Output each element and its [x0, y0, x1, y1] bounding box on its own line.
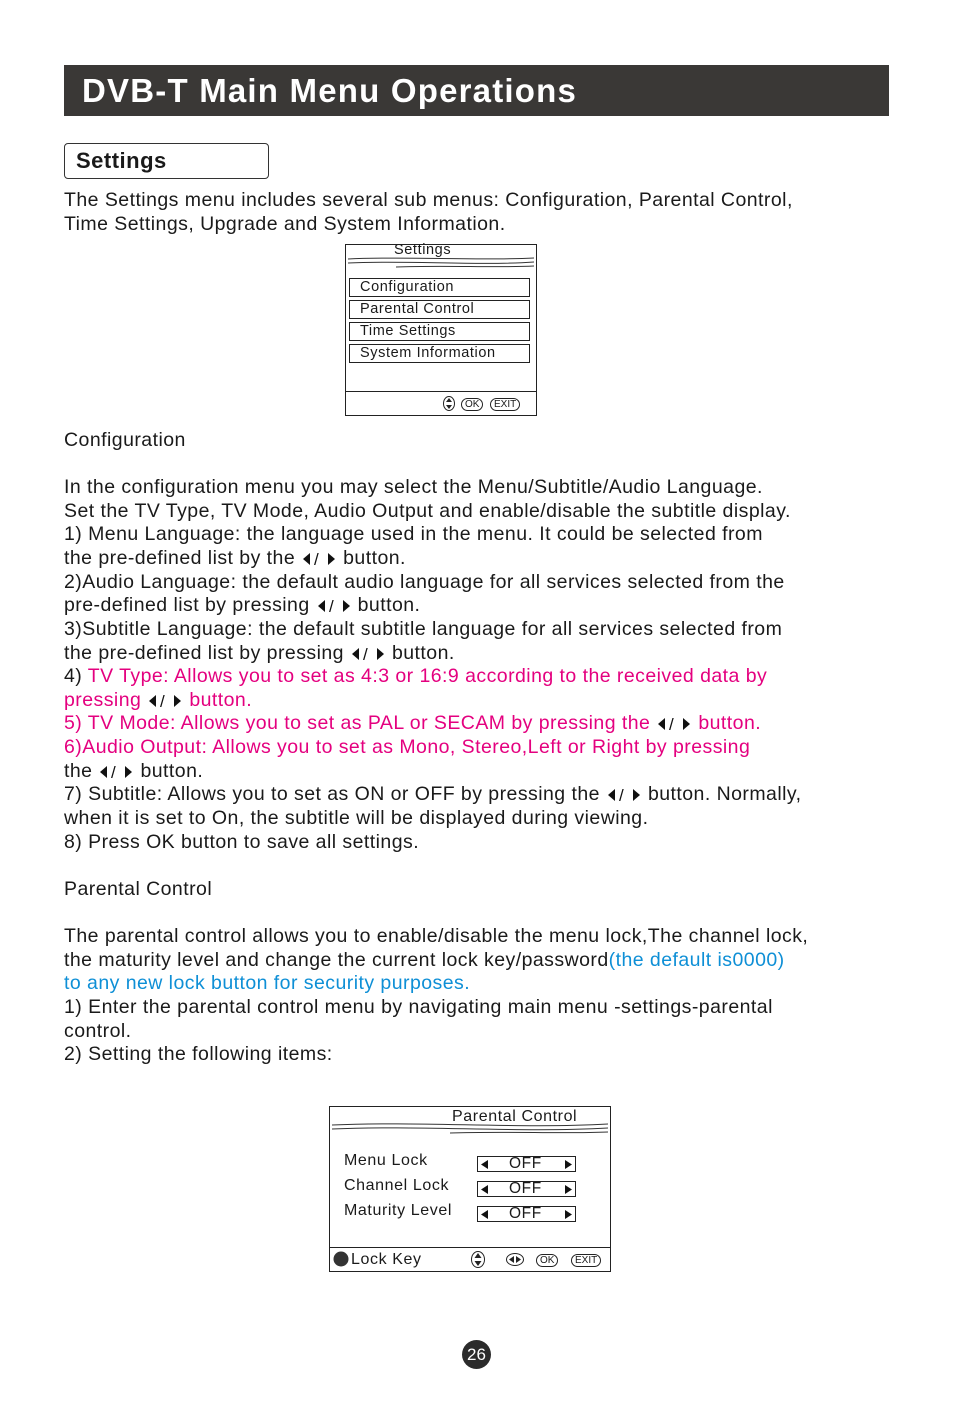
svg-text:/: /	[618, 787, 625, 803]
config-item-8: 8) Press OK button to save all settings.	[64, 831, 420, 853]
svg-text:/: /	[160, 693, 166, 709]
lock-key-label: Lock Key	[351, 1251, 422, 1268]
lock-key-dot-icon	[333, 1251, 349, 1267]
config-item-2-line-2: pre-defined list by pressing / button.	[64, 594, 421, 616]
settings-menu-item-configuration: Configuration	[349, 278, 530, 297]
menu-header-wave	[330, 1121, 610, 1135]
config-item-4-line-2: pressing / button.	[64, 689, 253, 711]
parental-control-menu-illustration	[329, 1106, 611, 1272]
config-item-6-line-2: the / button.	[64, 760, 204, 782]
right-arrow-icon	[565, 1185, 572, 1194]
up-down-icon	[471, 1251, 485, 1268]
config-item-1-line-1: 1) Menu Language: the language used in the menu. It could be selected from	[64, 523, 763, 545]
left-right-arrow-icon	[147, 693, 183, 709]
config-item-7-line-2: when it is set to On, the subtitle will be displayed during viewing.	[64, 807, 649, 829]
svg-text:/: /	[669, 716, 675, 732]
svg-text:/: /	[362, 646, 369, 662]
settings-menu-item-parental-control: Parental Control	[349, 300, 530, 319]
config-item-3-line-2: the pre-defined list by pressing / button.	[64, 642, 455, 664]
exit-icon: EXIT	[490, 398, 520, 411]
maturity-level-selector: OFF	[477, 1206, 576, 1222]
left-arrow-icon	[481, 1185, 488, 1194]
left-right-arrow-icon	[606, 787, 642, 803]
intro-line-1: The Settings menu includes several sub menus: Configuration, Parental Control,	[64, 189, 793, 211]
svg-text:/: /	[314, 551, 320, 567]
page-number: 26	[462, 1340, 491, 1369]
left-right-arrow-icon	[656, 716, 692, 732]
left-right-arrow-icon	[301, 551, 337, 567]
section-title: Settings	[76, 148, 167, 173]
maturity-level-label: Maturity Level	[344, 1202, 452, 1219]
svg-text:/: /	[111, 764, 117, 780]
config-item-5: 5) TV Mode: Allows you to set as PAL or SECAM by pressing the / button.	[64, 712, 762, 734]
right-arrow-icon	[565, 1210, 572, 1219]
channel-lock-label: Channel Lock	[344, 1177, 450, 1194]
parental-step-2: 2) Setting the following items:	[64, 1043, 333, 1065]
settings-menu-item-system-information: System Information	[349, 344, 530, 363]
intro-line-2: Time Settings, Upgrade and System Information.	[64, 213, 506, 235]
parental-step-1-line-2: control.	[64, 1020, 132, 1042]
settings-menu-title: Settings	[394, 242, 452, 258]
left-right-arrow-icon	[98, 764, 134, 780]
settings-menu-illustration	[345, 244, 537, 416]
left-right-icon	[506, 1253, 524, 1266]
channel-lock-selector: OFF	[477, 1181, 576, 1197]
svg-text:/: /	[328, 598, 334, 614]
config-item-3-line-1: 3)Subtitle Language: the default subtitle language for all services selected from	[64, 618, 783, 640]
parental-para-1: The parental control allows you to enable/disable the menu lock,The channel lock,	[64, 925, 809, 947]
settings-menu-item-time-settings: Time Settings	[349, 322, 530, 341]
ok-icon: OK	[536, 1254, 558, 1267]
menu-header-wave	[346, 256, 536, 270]
parental-para-3: to any new lock button for security purposes.	[64, 972, 471, 994]
parental-heading: Parental Control	[64, 878, 213, 900]
config-item-7-line-1: 7) Subtitle: Allows you to set as ON or OFF by pressing the / button. Normally,	[64, 783, 802, 805]
config-item-6-line-1: 6)Audio Output: Allows you to set as Mono, Stereo,Left or Right by pressing	[64, 736, 751, 758]
parental-step-1-line-1: 1) Enter the parental control menu by navigating main menu -settings-parental	[64, 996, 773, 1018]
left-arrow-icon	[481, 1210, 488, 1219]
section-heading-box	[64, 143, 269, 179]
config-item-2-line-1: 2)Audio Language: the default audio language for all services selected from the	[64, 571, 785, 593]
exit-icon: EXIT	[571, 1254, 601, 1267]
left-right-arrow-icon	[316, 598, 352, 614]
menu-lock-selector: OFF	[477, 1156, 576, 1172]
up-down-icon	[443, 396, 455, 411]
config-para-2: Set the TV Type, TV Mode, Audio Output and enable/disable the subtitle display.	[64, 500, 791, 522]
title-banner	[64, 65, 889, 116]
parental-menu-footer	[330, 1247, 610, 1272]
page-title: DVB-T Main Menu Operations	[82, 72, 578, 109]
left-arrow-icon	[481, 1160, 488, 1169]
config-item-1-line-2: the pre-defined list by the / button.	[64, 547, 406, 569]
parental-menu-title: Parental Control	[452, 1108, 578, 1125]
menu-lock-label: Menu Lock	[344, 1152, 428, 1169]
parental-para-2: the maturity level and change the current lock key/password(the default is0000)	[64, 949, 785, 971]
config-para-1: In the configuration menu you may select the Menu/Subtitle/Audio Language.	[64, 476, 763, 498]
left-right-arrow-icon	[350, 646, 386, 662]
config-item-4-line-1: 4) TV Type: Allows you to set as 4:3 or 16:9 according to the received data by	[64, 665, 768, 687]
right-arrow-icon	[565, 1160, 572, 1169]
configuration-heading: Configuration	[64, 429, 186, 451]
ok-icon: OK	[461, 398, 483, 411]
settings-menu-footer	[346, 391, 536, 416]
